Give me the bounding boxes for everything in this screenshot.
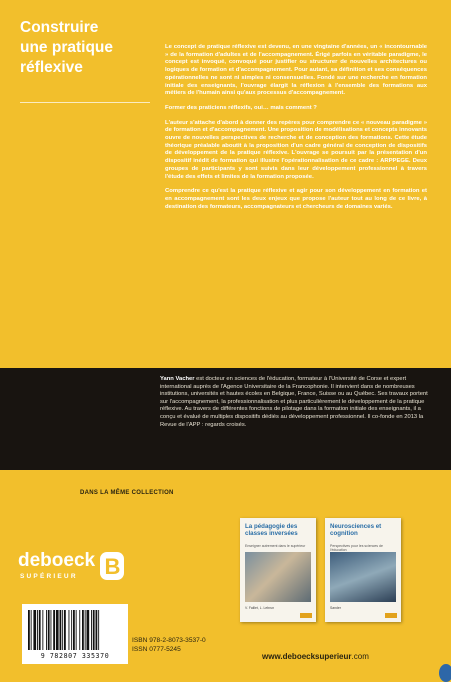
- book-cover-image: [330, 552, 396, 602]
- author-bio-text: est docteur en sciences de l'éducation, formateur à l'Université de Corse et expert international auprès de l'Agence Universitaire de la Francophonie. Il intervient dans de nombreuses institutions, universités et hautes écoles en Belgique, France, Suisse ou au Québec. Ses travaux portent sur l'accompagnement, la professionnalisation et plus particulièrement le développement de la pratique réflexive. Au travers de différentes fonctions de pilotage dans la formation initiale des enseignants, il a conçu et évalué de multiples dispositifs dédiés au développement professionnel. Il co-fonde en 2013 la Revue de l'APP : regards croisés.: [160, 376, 428, 428]
- isbn-block: [132, 636, 206, 654]
- blurb-paragraph-4: Comprendre ce qu'est la pratique réflexive et agir pour son développement en formation et en accompagnement sont les deux enjeux que propose l'auteur tout au long de ce livre, à destination des formateurs, accompagnateurs et chercheurs de domaines variés.: [165, 188, 427, 210]
- corner-circle-icon: [439, 664, 451, 682]
- collection-book-2[interactable]: [325, 518, 401, 622]
- title-line-3: réflexive: [20, 59, 83, 76]
- blurb-paragraph-3: L'auteur s'attache d'abord à donner des repères pour comprendre ce « nouveau paradigme » de formation et d'accompagnement. Une proposition de modélisations et concepts innovants ouvre de nouvelles perspectives de recherche et de conception des formations. Cette étude théorique préalable aboutit à la proposition d'un cadre général de conception de dispositifs de développement de la pratique réflexive. L'ouvrage se poursuit par la présentation d'un dispositif inédit de formation qui illustre l'opérationnalisation de ce cadre : ARPPEGE. Deux groupes de participants y sont suivis dans leur développement professionnel à travers l'étude des effets et limites de la formation proposée.: [165, 119, 427, 180]
- title-line-2: une pratique: [20, 39, 114, 56]
- author-name: Yann Vacher: [160, 376, 195, 382]
- book-title: La pédagogie des classes inversées: [245, 523, 298, 537]
- blurb-paragraph-2: Former des praticiens réflexifs, oui… mais comment ?: [165, 104, 317, 111]
- website-tld: .com: [351, 652, 369, 661]
- collection-book-1[interactable]: [240, 518, 316, 622]
- collection-label: DANS LA MÊME COLLECTION: [80, 490, 174, 496]
- book-cover-image: [245, 552, 311, 602]
- author-bio: [160, 376, 430, 429]
- book-title: Neurosciences et cognition: [330, 523, 382, 537]
- issn: ISSN 0777-5245: [132, 646, 181, 653]
- book-author: Sander: [330, 606, 341, 610]
- blurb-paragraph-1: Le concept de pratique réflexive est devenu, en une vingtaine d'années, un « incontournable » de la formation d'adultes et de l'accompagnement. Érigé parfois en véritable paradigme, le concept est invoqué, convoqué pour justifier ou structurer de nouvelles architectures ou logiques de formation et d'accompagnement. Pour autant, sa définition et ses conséquences opérationnelles ne sont ni simples ni consensuelles. Fondé sur une recherche en formation initiale des enseignants, l'ouvrage élargit la réflexion à l'ensemble des formations aux métiers de l'humain ainsi qu'aux processus d'accompagnement.: [165, 44, 427, 97]
- logo-text: deboeck: [18, 550, 96, 571]
- book-subtitle: Perspectives pour les sciences de l'éducation: [330, 544, 383, 553]
- publisher-website[interactable]: [262, 652, 369, 661]
- book-subtitle: Enseigner autrement dans le supérieur: [245, 544, 306, 548]
- blurb-text: [165, 44, 427, 218]
- cover-title: [20, 18, 150, 78]
- logo-subtext: SUPÉRIEUR: [20, 573, 78, 580]
- publisher-logo: [18, 548, 128, 588]
- website-host: www.deboecksuperieur: [262, 652, 352, 661]
- barcode: [22, 604, 128, 664]
- svg-text:B: B: [104, 554, 121, 579]
- isbn: ISBN 978-2-8073-3537-0: [132, 637, 206, 644]
- author-section: [0, 368, 451, 470]
- title-line-1: Construire: [20, 19, 99, 36]
- barcode-bars-icon: [28, 610, 122, 650]
- publisher-badge-icon: [300, 613, 312, 618]
- book-author: V. Faillet, L. Lebrun: [245, 606, 275, 610]
- barcode-digits: 9 782807 335370: [40, 652, 110, 660]
- title-divider: [20, 102, 150, 103]
- publisher-badge-icon: [385, 613, 397, 618]
